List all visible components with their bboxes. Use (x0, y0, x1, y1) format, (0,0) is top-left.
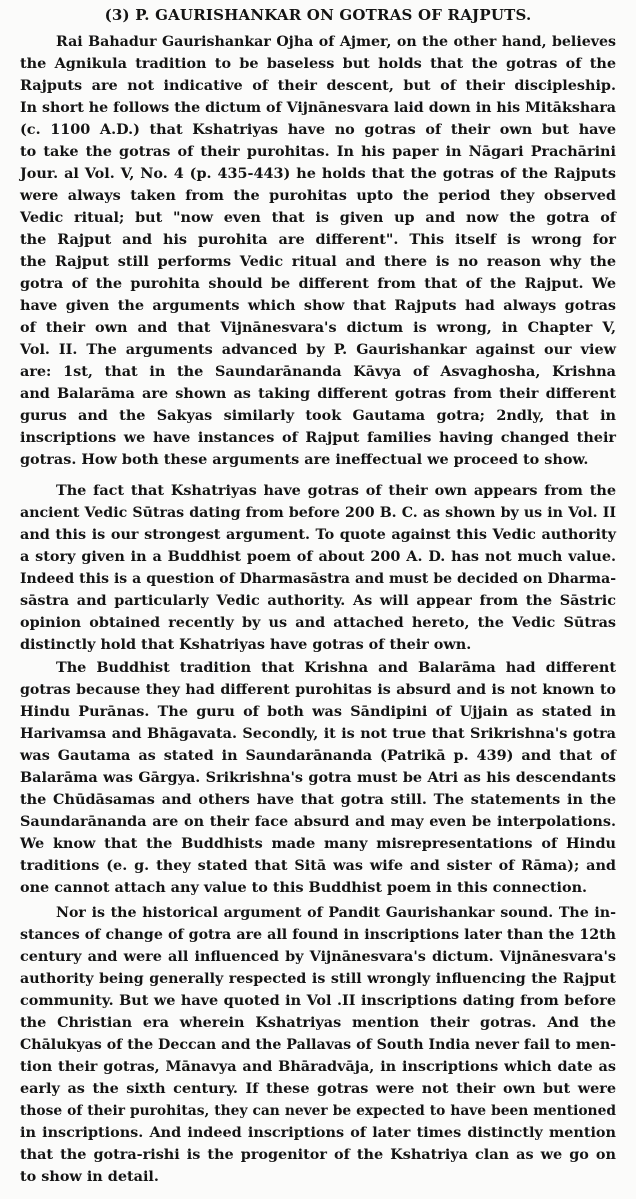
text-line: gurus and the Sakyas similarly took Gautama gotra; 2ndly, that in (20, 407, 616, 424)
text-line: early as the sixth century. If these gotras were not their own but were (20, 1080, 616, 1097)
text-line: one cannot attach any value to this Buddhist poem in this connection. (20, 879, 588, 896)
text-line: stances of change of gotra are all found in inscriptions later than the 12th (20, 927, 616, 943)
text-line: a story given in a Buddhist poem of about 200 A. D. has not much value. (20, 548, 616, 565)
text-line: Jour. al Vol. V, No. 4 (p. 435-443) he holds that the gotras of the Rajputs (20, 165, 616, 182)
text-line: Indeed this is a question of Dharmasāstra and must be decided on Dharma- (20, 571, 616, 587)
cut-off-next-line (0, 1188, 636, 1199)
text-line: was Gautama as stated in Saundarānanda (Patrikā p. 439) and that of (20, 747, 616, 764)
text-line: We know that the Buddhists made many misrepresentations of Hindu (20, 835, 616, 852)
text-line: ancient Vedic Sūtras dating from before 200 B. C. as shown by us in Vol. II (20, 505, 616, 521)
text-line: in inscriptions. And indeed inscriptions of later times distinctly mention (20, 1124, 616, 1141)
text-line: to take the gotras of their purohitas. In his paper in Nāgari Prachārini (20, 143, 616, 160)
text-line: tion their gotras, Mānavya and Bhāradvāja, in inscriptions which date as (20, 1058, 616, 1075)
text-line: were always taken from the purohitas upto the period they observed (20, 187, 616, 204)
text-line: community. But we have quoted in Vol .II inscriptions dating from before (20, 992, 616, 1009)
text-line: The Buddhist tradition that Krishna and Balarāma had different (56, 659, 616, 676)
text-line: Hindu Purānas. The guru of both was Sāndipini of Ujjain as stated in (20, 703, 616, 720)
text-line: Rajputs are not indicative of their descent, but of their discipleship. (20, 77, 616, 94)
text-line: the Rajput still performs Vedic ritual and there is no reason why the (20, 253, 616, 270)
text-line: century and were all influenced by Vijnānesvara's dictum. Vijnānesvara's (20, 948, 616, 965)
text-line: gotras. How both these arguments are ineffectual we proceed to show. (20, 451, 589, 468)
text-line: Chālukyas of the Deccan and the Pallavas of South India never fail to men- (20, 1037, 617, 1053)
text-line: have given the arguments which show that Rajputs had always gotras (20, 297, 616, 314)
text-line: gotras because they had different purohitas is absurd and is not known to (20, 682, 616, 698)
text-line: inscriptions we have instances of Rajput families having changed their (20, 429, 616, 446)
text-line: and Balarāma are shown as taking different gotras from their different (20, 385, 616, 402)
text-line: Vedic ritual; but "now even that is given up and now the gotra of (20, 209, 616, 226)
text-line: gotra of the purohita should be different from that of the Rajput. We (20, 275, 616, 292)
text-line: distinctly hold that Kshatriyas have gotras of their own. (20, 636, 472, 653)
text-line: the Rajput and his purohita are different". This itself is wrong for (20, 231, 616, 248)
section-heading: (3) P. GAURISHANKAR ON GOTRAS OF RAJPUTS. (104, 6, 532, 24)
text-line: those of their purohitas, they can never be expected to have been mentioned (20, 1103, 616, 1119)
text-line: Vol. II. The arguments advanced by P. Gaurishankar against our view (20, 341, 616, 358)
text-line: that the gotra-rishi is the progenitor of the Kshatriya clan as we go on (20, 1146, 616, 1163)
text-line: The fact that Kshatriyas have gotras of their own appears from the (56, 482, 616, 499)
text-line: sāstra and particularly Vedic authority. As will appear from the Sāstric (20, 592, 616, 609)
text-line: Saundarānanda are on their face absurd and may even be interpolations. (20, 813, 616, 830)
text-line: Nor is the historical argument of Pandit Gaurishankar sound. The in- (56, 905, 616, 921)
text-line: of their own and that Vijnānesvara's dictum is wrong, in Chapter V, (20, 319, 616, 336)
text-line: Harivamsa and Bhāgavata. Secondly, it is not true that Srikrishna's gotra (20, 725, 616, 742)
text-line: Rai Bahadur Gaurishankar Ojha of Ajmer, on the other hand, believes (56, 34, 616, 50)
text-line: Balarāma was Gārgya. Srikrishna's gotra must be Atri as his descendants (20, 769, 616, 786)
text-line: opinion obtained recently by us and attached hereto, the Vedic Sūtras (20, 614, 616, 631)
text-line: traditions (e. g. they stated that Sitā was wife and sister of Rāma); and (20, 857, 616, 874)
text-line: to show in detail. (20, 1168, 159, 1185)
text-line: In short he follows the dictum of Vijnānesvara laid down in his Mitākshara (20, 100, 616, 116)
text-line: the Agnikula tradition to be baseless but holds that the gotras of the (20, 55, 616, 72)
text-line: authority being generally respected is still wrongly influencing the Rajput (20, 971, 616, 987)
text-line: are: 1st, that in the Saundarānanda Kāvya of Asvaghosha, Krishna (20, 363, 616, 380)
text-line: the Christian era wherein Kshatriyas mention their gotras. And the (20, 1014, 616, 1031)
text-line: and this is our strongest argument. To quote against this Vedic authority (20, 526, 616, 543)
text-line: the Chūdāsamas and others have that gotra still. The statements in the (20, 791, 616, 808)
text-line: (c. 1100 A.D.) that Kshatriyas have no gotras of their own but have (20, 121, 616, 138)
